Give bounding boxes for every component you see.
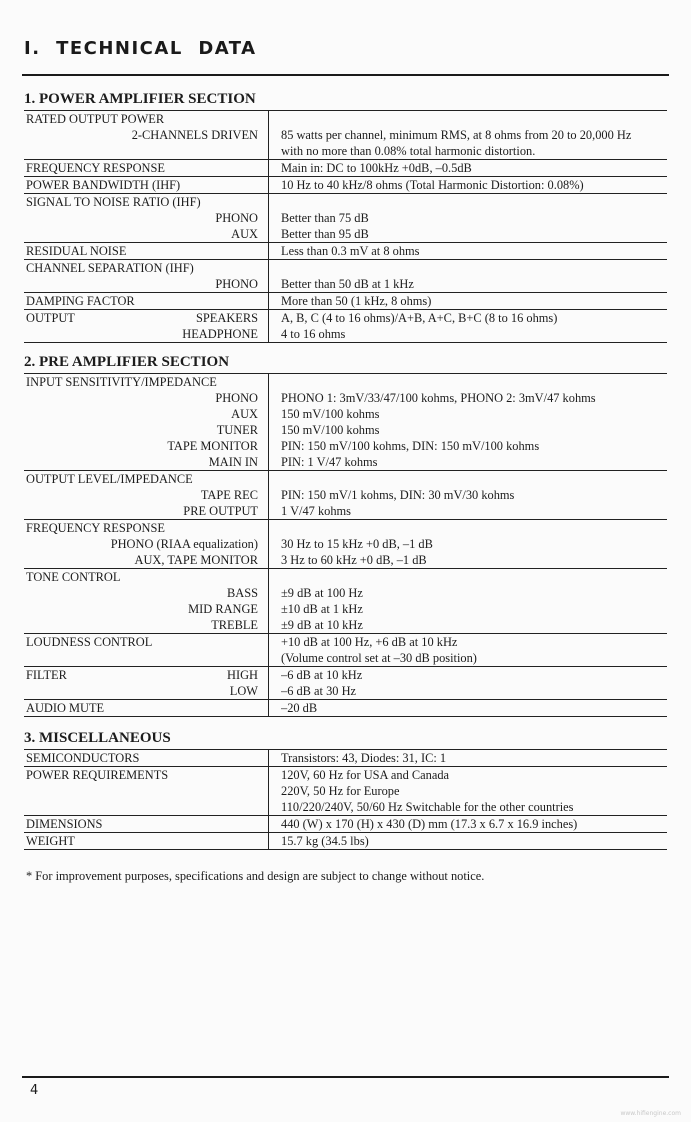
spec-label: TONE CONTROL [26, 570, 121, 584]
spec-row [24, 833, 667, 850]
spec-value-cell [268, 177, 667, 193]
watermark: www.hifiengine.com [620, 1110, 681, 1117]
pre-amplifier-section [24, 353, 667, 717]
spec-value: 220V, 50 Hz for Europe [281, 784, 400, 798]
spec-value: 150 mV/100 kohms [281, 407, 380, 421]
spec-sublabel: MID RANGE [188, 602, 258, 616]
spec-value: Better than 50 dB at 1 kHz [281, 277, 414, 291]
spec-label [24, 799, 268, 815]
spec-value: PIN: 1 V/47 kohms [281, 455, 378, 469]
spec-value-cell [268, 293, 667, 309]
spec-value-cell [268, 471, 667, 519]
spec-value: 3 Hz to 60 kHz +0 dB, –1 dB [281, 553, 427, 567]
section-heading: 2. PRE AMPLIFIER SECTION [24, 354, 230, 370]
spec-value: 15.7 kg (34.5 lbs) [281, 834, 369, 848]
spec-sublabel: PHONO [215, 391, 258, 405]
spec-label-cell [24, 293, 268, 309]
spec-value: A, B, C (4 to 16 ohms)/A+B, A+C, B+C (8 to 16 ohms) [281, 311, 558, 325]
spec-label: POWER REQUIREMENTS [26, 768, 169, 782]
spec-label: WEIGHT [26, 834, 75, 848]
spec-value-cell [268, 569, 667, 633]
spec-label: AUDIO MUTE [26, 701, 105, 715]
spec-label-cell [24, 700, 268, 716]
spec-sublabel: PHONO (RIAA equalization) [110, 537, 258, 551]
spec-value: Better than 75 dB [281, 211, 369, 225]
spec-value-cell [268, 243, 667, 259]
spec-row [24, 160, 667, 177]
spec-row [24, 194, 667, 243]
spec-value-cell [268, 520, 667, 568]
spec-row [24, 520, 667, 569]
spec-row [24, 767, 667, 816]
spec-value: ±10 dB at 1 kHz [281, 602, 363, 616]
spec-label-sub: SPEAKERS [196, 311, 258, 325]
spec-sublabel: LOW [229, 684, 258, 698]
spec-sublabel: PRE OUTPUT [183, 504, 258, 518]
spec-row [24, 750, 667, 767]
spec-row [24, 243, 667, 260]
spec-label-cell [24, 260, 268, 292]
spec-row [24, 816, 667, 833]
spec-sublabel: HEADPHONE [182, 327, 258, 341]
spec-label-cell [24, 569, 268, 633]
spec-label-cell [24, 243, 268, 259]
spec-label: RATED OUTPUT POWER [26, 112, 165, 126]
spec-sublabel: PHONO [215, 211, 258, 225]
spec-value: 110/220/240V, 50/60 Hz Switchable for the other countries [281, 800, 574, 814]
spec-row [24, 569, 667, 634]
spec-label-cell [24, 194, 268, 242]
spec-label: LOUDNESS CONTROL [26, 635, 153, 649]
spec-row [24, 700, 667, 717]
spec-label [24, 650, 268, 666]
spec-sublabel: 2-CHANNELS DRIVEN [131, 128, 258, 142]
spec-label-main: OUTPUT [26, 311, 75, 325]
spec-sublabel: PHONO [215, 277, 258, 291]
title-rule [22, 74, 669, 76]
spec-value: ±9 dB at 10 kHz [281, 618, 363, 632]
spec-value: Transistors: 43, Diodes: 31, IC: 1 [281, 751, 447, 765]
spec-label [24, 143, 268, 159]
spec-label-cell [24, 634, 268, 666]
spec-value [281, 569, 667, 585]
spec-row [24, 667, 667, 700]
spec-label-cell [24, 816, 268, 832]
spec-label [24, 667, 268, 683]
spec-label [24, 783, 268, 799]
spec-label-cell [24, 111, 268, 159]
spec-label: POWER BANDWIDTH (IHF) [26, 178, 181, 192]
spec-value: More than 50 (1 kHz, 8 ohms) [281, 294, 432, 308]
spec-row [24, 310, 667, 343]
spec-label-cell [24, 767, 268, 815]
spec-sublabel: BASS [227, 586, 258, 600]
spec-value: +10 dB at 100 Hz, +6 dB at 10 kHz [281, 635, 458, 649]
spec-value-cell [268, 667, 667, 699]
spec-table [24, 749, 667, 850]
spec-row [24, 471, 667, 520]
spec-sublabel: AUX [231, 407, 258, 421]
spec-label-cell [24, 833, 268, 849]
spec-value [281, 194, 667, 210]
spec-label [24, 310, 268, 326]
spec-label-main: FILTER [26, 668, 67, 682]
spec-value [281, 260, 667, 276]
spec-sublabel: AUX [231, 227, 258, 241]
spec-label: SEMICONDUCTORS [26, 751, 140, 765]
spec-label: OUTPUT LEVEL/IMPEDANCE [26, 472, 193, 486]
spec-sublabel: AUX, TAPE MONITOR [134, 553, 258, 567]
spec-label-sub: HIGH [227, 668, 258, 682]
spec-value-cell [268, 816, 667, 832]
page-title: I. TECHNICAL DATA [24, 38, 257, 59]
spec-value: Less than 0.3 mV at 8 ohms [281, 244, 420, 258]
section-heading: 1. POWER AMPLIFIER SECTION [24, 91, 256, 107]
spec-row [24, 111, 667, 160]
spec-label: FREQUENCY RESPONSE [26, 521, 165, 535]
spec-label-cell [24, 177, 268, 193]
spec-value: 1 V/47 kohms [281, 504, 351, 518]
spec-value: PIN: 150 mV/100 kohms, DIN: 150 mV/100 kohms [281, 439, 540, 453]
spec-label: SIGNAL TO NOISE RATIO (IHF) [26, 195, 201, 209]
spec-value [281, 471, 667, 487]
spec-value: –6 dB at 30 Hz [281, 684, 357, 698]
power-amplifier-section [24, 90, 667, 343]
spec-value-cell [268, 700, 667, 716]
spec-value [281, 374, 667, 390]
spec-label: DAMPING FACTOR [26, 294, 135, 308]
spec-label: DIMENSIONS [26, 817, 103, 831]
section-heading: 3. MISCELLANEOUS [24, 730, 171, 746]
spec-label-cell [24, 520, 268, 568]
spec-value: –20 dB [281, 701, 318, 715]
spec-value [281, 111, 667, 127]
spec-sublabel: TREBLE [211, 618, 258, 632]
spec-value: 4 to 16 ohms [281, 327, 346, 341]
spec-sublabel: TAPE REC [200, 488, 258, 502]
spec-value: PIN: 150 mV/1 kohms, DIN: 30 mV/30 kohms [281, 488, 515, 502]
spec-label-cell [24, 750, 268, 766]
spec-value-cell [268, 767, 667, 815]
spec-value: 150 mV/100 kohms [281, 423, 380, 437]
spec-sublabel: MAIN IN [208, 455, 258, 469]
spec-value-cell [268, 750, 667, 766]
spec-sublabel: TUNER [216, 423, 258, 437]
spec-label: FREQUENCY RESPONSE [26, 161, 165, 175]
spec-value-cell [268, 111, 667, 159]
footer-rule [22, 1076, 669, 1078]
spec-table [24, 110, 667, 343]
spec-value: (Volume control set at –30 dB position) [281, 651, 477, 665]
spec-value: ±9 dB at 100 Hz [281, 586, 363, 600]
spec-value-cell [268, 310, 667, 342]
spec-label-cell [24, 310, 268, 342]
spec-label-cell [24, 667, 268, 699]
spec-value: –6 dB at 10 kHz [281, 668, 363, 682]
spec-value-cell [268, 160, 667, 176]
spec-label: INPUT SENSITIVITY/IMPEDANCE [26, 375, 217, 389]
spec-label: RESIDUAL NOISE [26, 244, 127, 258]
spec-row [24, 293, 667, 310]
spec-value [281, 520, 667, 536]
spec-value: PHONO 1: 3mV/33/47/100 kohms, PHONO 2: 3mV/47 kohms [281, 391, 596, 405]
spec-label-cell [24, 471, 268, 519]
spec-value-cell [268, 260, 667, 292]
spec-value: 30 Hz to 15 kHz +0 dB, –1 dB [281, 537, 433, 551]
spec-row [24, 260, 667, 293]
spec-value: Better than 95 dB [281, 227, 369, 241]
spec-value: 120V, 60 Hz for USA and Canada [281, 768, 450, 782]
spec-value: Main in: DC to 100kHz +0dB, –0.5dB [281, 161, 472, 175]
spec-value: 440 (W) x 170 (H) x 430 (D) mm (17.3 x 6.7 x 16.9 inches) [281, 817, 578, 831]
spec-value: 85 watts per channel, minimum RMS, at 8 ohms from 20 to 20,000 Hz [281, 128, 632, 142]
miscellaneous-section [24, 729, 667, 850]
footnote: * For improvement purposes, specifications and design are subject to change without notice. [26, 869, 485, 883]
spec-label-cell [24, 160, 268, 176]
spec-sublabel: TAPE MONITOR [167, 439, 258, 453]
spec-value: with no more than 0.08% total harmonic distortion. [281, 144, 536, 158]
spec-table [24, 373, 667, 717]
page-number: 4 [30, 1083, 39, 1098]
spec-value-cell [268, 634, 667, 666]
spec-value: 10 Hz to 40 kHz/8 ohms (Total Harmonic Distortion: 0.08%) [281, 178, 584, 192]
spec-row [24, 177, 667, 194]
spec-value-cell [268, 374, 667, 470]
spec-value-cell [268, 833, 667, 849]
spec-label: CHANNEL SEPARATION (IHF) [26, 261, 194, 275]
spec-value-cell [268, 194, 667, 242]
spec-row [24, 634, 667, 667]
spec-label-cell [24, 374, 268, 470]
spec-row [24, 374, 667, 471]
